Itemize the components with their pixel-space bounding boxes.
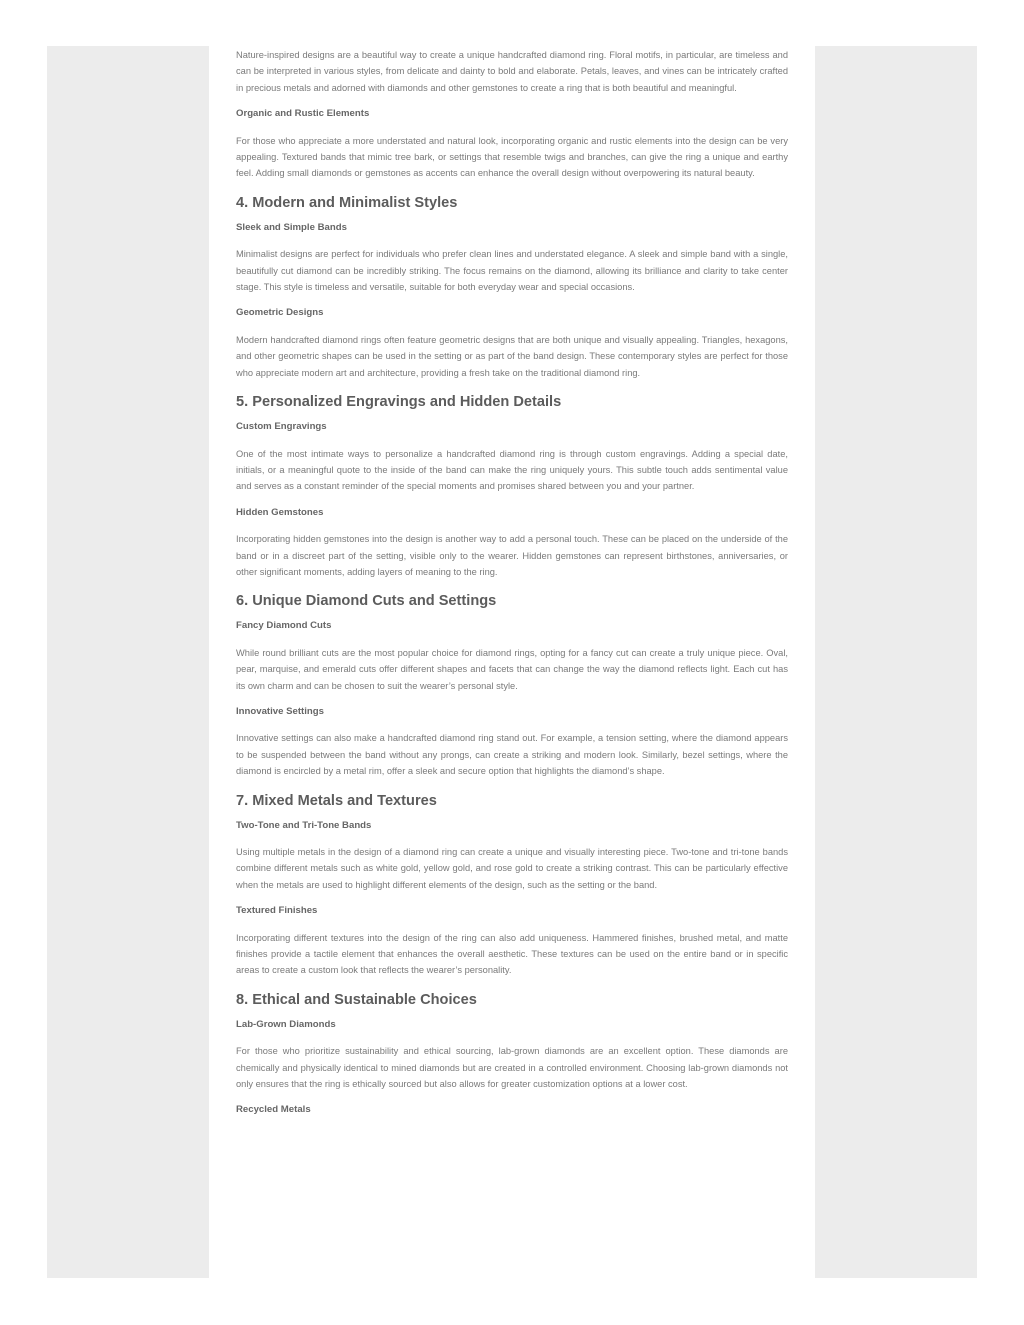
section-7-title: 7. Mixed Metals and Textures	[236, 792, 437, 809]
subheading-geometric-designs: Geometric Designs	[236, 307, 324, 319]
paragraph-innovative-settings: Innovative settings can also make a handcrafted diamond ring stand out. For example, a tension setting, where the diamond appears to be suspended between the band without any prongs, can create a striking and modern look. Similarly, bezel settings, where the diamond is encircled by a metal rim, offer a sleek and secure option that highlights the diamond’s shape.	[236, 733, 788, 777]
paragraph-custom-engravings: One of the most intimate ways to personalize a handcrafted diamond ring is through custom engravings. Adding a special date, initials, or a meaningful quote to the inside of the band can make the ring uniquely yours. This subtle touch adds sentimental value and serves as a constant reminder of the special moments and promises shared between you and your partner.	[236, 448, 788, 492]
subheading-organic-rustic: Organic and Rustic Elements	[236, 108, 370, 120]
paragraph-hidden-gemstones: Incorporating hidden gemstones into the design is another way to add a personal touch. These can be placed on the underside of the band or in a discreet part of the setting, visible only to the wearer. Hidden gemstones can represent birthstones, anniversaries, or other significant moments, adding layers of meaning to the ring.	[236, 534, 788, 577]
paragraph-fancy-cuts: While round brilliant cuts are the most popular choice for diamond rings, opting for a fancy cut can create a truly unique piece. Oval, pear, marquise, and emerald cuts offer different shapes and facets that can change the way the diamond reflects light. Each cut has its own charm and can be chosen to suit the wearer’s personal style.	[236, 647, 788, 691]
paragraph-two-tone-bands: Using multiple metals in the design of a diamond ring can create a unique and visually interesting piece. Two-tone and tri-tone bands combine different metals such as white gold, yellow gold, and rose gold to create a striking contrast. This can be particularly effective when the metals are used to highlight different elements of the design, such as the setting or the band.	[236, 847, 788, 890]
section-5-title: 5. Personalized Engravings and Hidden Details	[236, 394, 562, 411]
subheading-custom-engravings: Custom Engravings	[236, 421, 327, 433]
paragraph-geometric-designs: Modern handcrafted diamond rings often feature geometric designs that are both unique and visually appealing. Triangles, hexagons, and other geometric shapes can be used in the setting or as part of the band design. These contemporary styles are perfect for those who appreciate modern art and architecture, providing a fresh take on the traditional diamond ring.	[236, 334, 788, 378]
article-body	[236, 47, 788, 1119]
subheading-fancy-cuts: Fancy Diamond Cuts	[236, 620, 332, 632]
paragraph-textured-finishes: Incorporating different textures into the design of the ring can also add uniqueness. Hammered finishes, brushed metal, and matte finishes provide a tactile element that enhances the overall aesthetic. These textures can be used on the entire band or in specific areas to create a custom look that reflects the wearer’s personality.	[236, 932, 788, 976]
subheading-textured-finishes: Textured Finishes	[236, 905, 318, 917]
subheading-recycled-metals: Recycled Metals	[236, 1104, 311, 1116]
document-page	[209, 46, 815, 1278]
section-6-title: 6. Unique Diamond Cuts and Settings	[236, 593, 497, 610]
subheading-sleek-bands: Sleek and Simple Bands	[236, 221, 347, 233]
paragraph-sleek-bands: Minimalist designs are perfect for individuals who prefer clean lines and understated elegance. A sleek and simple band with a single, beautifully cut diamond can be incredibly striking. The focus remains on the diamond, allowing its brilliance and clarity to take center stage. This style is timeless and versatile, suitable for both everyday wear and special occasions.	[236, 249, 788, 293]
section-4-title: 4. Modern and Minimalist Styles	[236, 194, 458, 211]
subheading-hidden-gemstones: Hidden Gemstones	[236, 506, 324, 518]
paragraph-lab-grown: For those who prioritize sustainability and ethical sourcing, lab-grown diamonds are an excellent option. These diamonds are chemically and physically identical to mined diamonds but are created in a controlled environment. Choosing lab-grown diamonds not only ensures that the ring is ethically sourced but also allows for greater customization options at a lower cost.	[236, 1046, 788, 1090]
subheading-two-tone-bands: Two-Tone and Tri-Tone Bands	[236, 819, 372, 831]
subheading-innovative-settings: Innovative Settings	[236, 705, 324, 717]
section-8-title: 8. Ethical and Sustainable Choices	[236, 991, 477, 1008]
organic-paragraph: For those who appreciate a more understated and natural look, incorporating organic and rustic elements into the design can be very appealing. Textured bands that mimic tree bark, or settings that resemble twigs and branches, can give the ring a unique and earthy feel. Adding small diamonds or gemstones as accents can enhance the overall design without overpowering its natural beauty.	[236, 135, 788, 179]
intro-paragraph: Nature-inspired designs are a beautiful way to create a unique handcrafted diamond ring. Floral motifs, in particular, are timeless and can be interpreted in various styles, from delicate and dainty to bold and elaborate. Petals, leaves, and vines can be intricately crafted in precious metals and adorned with diamonds and other gemstones to create a ring that is both beautiful and meaningful.	[236, 50, 788, 93]
subheading-lab-grown: Lab-Grown Diamonds	[236, 1018, 336, 1030]
